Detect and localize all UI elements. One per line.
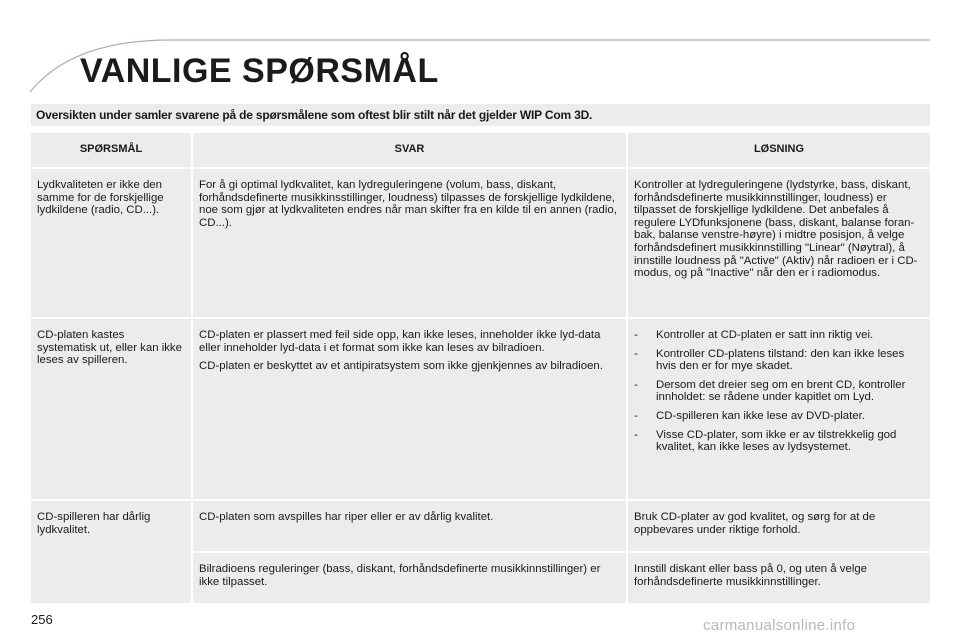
answer-text: CD-platen er plassert med feil side opp, kan ikke leses, inneholder ikke lyd-data eller inneholder lyd-data i et format som ikke kan leses av bilradioen. bbox=[199, 329, 601, 354]
solution-cell: Kontroller at lydreguleringene (lydstyrke, bass, diskant, forhåndsdefinerte musikkinnstillinger, loudness) er tilpasset de forskjellige lydkildene. Det anbefales å regulere LYDfunksjonene (bass, diskant, balanse foran-bak, balanse venstre-høyre) i midtre posisjon, å velge forhåndsdefinert musikkinnstilling "Linear" (Nøytral), å innstille loudness på "Active" (Aktiv) når radioen er i CD-modus, og på "Inactive" når den er i radiomodus. bbox=[628, 169, 930, 319]
solution-cell: Innstill diskant eller bass på 0, og uten å velge forhåndsdefinerte musikkinnstillinger. bbox=[628, 553, 930, 605]
dash-marker: - bbox=[634, 329, 638, 341]
dash-marker: - bbox=[634, 409, 638, 422]
faq-table bbox=[31, 133, 930, 605]
page-number: 256 bbox=[31, 612, 53, 627]
solution-list-item bbox=[634, 329, 924, 342]
answer-text: CD-platen er beskyttet av et antipiratsystem som ikke gjenkjennes av bilradioen. bbox=[199, 360, 603, 373]
answer-cell bbox=[193, 501, 628, 553]
solution-item-text: Dersom det dreier seg om en brent CD, kontroller innholdet: se rådene under kapitlet om Lyd. bbox=[656, 378, 906, 404]
table-row bbox=[31, 169, 930, 319]
answer-cell bbox=[193, 553, 628, 605]
page-title: VANLIGE SPØRSMÅL bbox=[80, 52, 439, 90]
watermark: carmanualsonline.info bbox=[703, 617, 856, 634]
intro-text: Oversikten under samler svarene på de spørsmålene som oftest blir stilt når det gjelder WIP Com 3D. bbox=[36, 108, 593, 122]
dash-marker: - bbox=[634, 428, 638, 441]
solution-list-item bbox=[634, 429, 924, 454]
solution-item-text: CD-spilleren kan ikke lese av DVD-plater. bbox=[656, 409, 865, 422]
question-cell: Lydkvaliteten er ikke den samme for de forskjellige lydkildene (radio, CD...). bbox=[31, 169, 193, 319]
solution-item-text: Visse CD-plater, som ikke er av tilstrekkelig god kvalitet, kan ikke leses av lydsystemet. bbox=[656, 428, 897, 454]
solution-list-item bbox=[634, 348, 924, 373]
answer-cell bbox=[193, 169, 628, 319]
dash-marker: - bbox=[634, 378, 638, 391]
solution-item-text: Kontroller at CD-platen er satt inn riktig vei. bbox=[656, 329, 874, 341]
solution-list-item bbox=[634, 379, 924, 404]
solution-item-text: Kontroller CD-platens tilstand: den kan ikke leses hvis den er for mye skadet. bbox=[656, 347, 905, 373]
question-cell: CD-platen kastes systematisk ut, eller kan ikke leses av spilleren. bbox=[31, 319, 193, 501]
answer-text: Bilradioens reguleringer (bass, diskant, forhåndsdefinerte musikkinnstillinger) er ikke tilpasset. bbox=[199, 563, 601, 588]
solution-list-item bbox=[634, 410, 924, 423]
header-answer: SVAR bbox=[193, 133, 628, 169]
table-header-row bbox=[31, 133, 930, 169]
question-cell: CD-spilleren har dårlig lydkvalitet. bbox=[31, 501, 193, 605]
solution-cell: Bruk CD-plater av god kvalitet, og sørg for at de oppbevares under riktige forhold. bbox=[628, 501, 930, 553]
answer-cell bbox=[193, 319, 628, 501]
header-solution: LØSNING bbox=[628, 133, 930, 169]
dash-marker: - bbox=[634, 347, 638, 360]
solution-cell bbox=[628, 319, 930, 501]
table-row bbox=[31, 501, 930, 553]
header-question: SPØRSMÅL bbox=[31, 133, 193, 169]
table-row bbox=[31, 319, 930, 501]
answer-text: For å gi optimal lydkvalitet, kan lydreguleringene (volum, bass, diskant, forhåndsdefinerte musikkinsstillinger, loudness) tilpasses de forskjellige lydkildene, noe som gjør at lydkvaliteten endres når man skifter fra en kilde til en annen (radio, CD...). bbox=[199, 179, 617, 229]
solution-list bbox=[634, 329, 924, 454]
answer-text: CD-platen som avspilles har riper eller er av dårlig kvalitet. bbox=[199, 511, 494, 523]
